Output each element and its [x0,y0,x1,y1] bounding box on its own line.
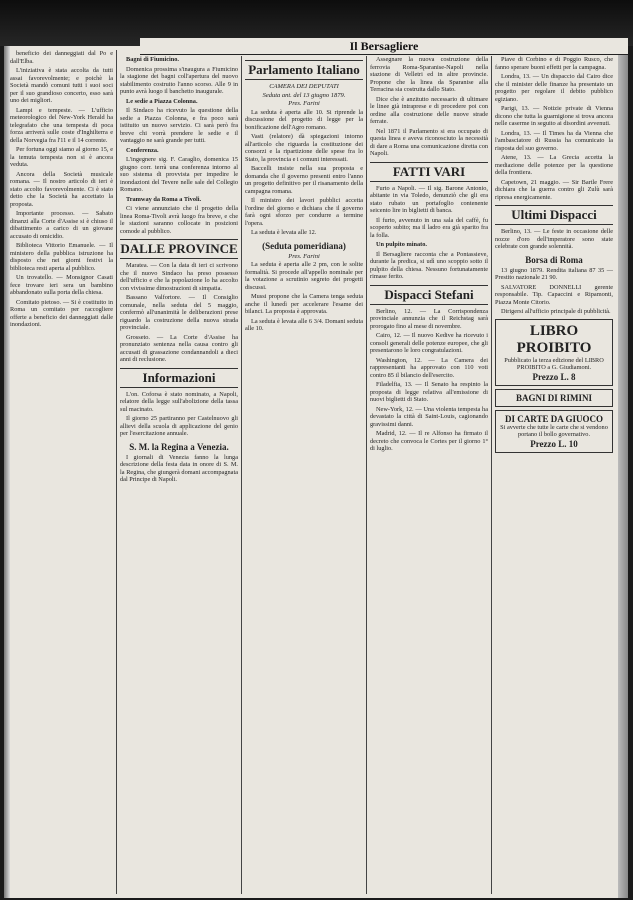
col1-text: Importante processo. — Sabato dinanzi alla Corte d'Assise si è chiuso il dibattimento a carico di un giovane accusato di omicidio. [10,210,113,240]
article-text: Londra, 13. — Il Times ha da Vienna che l'ambasciatore di Russia ha comunicato la risposta del suo governo. [495,129,613,152]
article-text: Ci viene annunziato che il progetto della linea Roma-Tivoli avrà luogo fra breve, e che le stazioni saranno collocate in posizioni comode al pubblico. [120,205,238,235]
column-5 [495,56,613,894]
article-text: L'ingegnere sig. F. Caraglio, domenica 15 giugno corr. terrà una conferenza intorno al suo sistema di provvista per impedire le inondazioni del Tevere nelle sale del Collegio Romano. [120,156,238,193]
article-text: Il furto, avvenuto in una sala del caffè, fu scoperto subito; ma il ladro era già sparito fra la folla. [370,216,488,239]
col1-text: Lampi e tempeste. — L'ufficio meteorologico del New-York Herald ha telegrafato che una tempesta di poca forza arriverà sulle coste d'Inghilterra e della Norvegia fra l'11 e il 14 corrente. [10,106,113,144]
col1-text: Un trovatello. — Monsignor Casati fece trovare ieri sera un bambino abbandonato sulla porta della chiesa. [10,274,113,296]
article-text: Il ministro dei lavori pubblici accetta l'ordine del giorno e dichiara che il governo farà ogni sforzo per condurre a termine l'opera. [245,197,363,227]
article-text: 13 giugno 1879. Rendita italiana 87 35 — Prestito nazionale 21 90. [495,266,613,281]
article-text: Berlino, 13. — Le feste in occasione delle nozze d'oro dell'imperatore sono state celebrate con grande solennità. [495,228,613,250]
article-text: I giornali di Venezia fanno la lunga descrizione della festa data in onore di S. M. la Regina, che giungerà domani accompagnata dal Principe di Napoli. [120,453,238,483]
article-text: Baccelli insiste nella sua proposta e domanda che il governo presenti entro l'anno un progetto definitivo per il risanamento della campagna romana. [245,165,363,195]
article-text: Filadelfia, 13. — Il Senato ha respinto la proposta di legge relativa all'emissione di nuovi biglietti di Stato. [370,381,488,403]
col1-text: Per fortuna oggi siamo al giorno 15, e la temuta tempesta non si è ancora veduta. [10,146,113,168]
article-text: New-York, 12. — Una violenta tempesta ha devastato la città di Saint-Louis, cagionando gravissimi danni. [370,405,488,428]
section-heading-fatti-vari: FATTI VARI [370,162,488,182]
article-text: Domenica prossima s'inaugura a Fiumicino la stagione dei bagni coll'apertura del nuovo stabilimento costruito l'anno scorso. Alle 9 in punto avrà luogo il banchetto inaugurale. [120,65,238,95]
subheading: Pres. Farini [288,252,320,260]
ad-text: Si avverte che tutte le carte che si vendono portano il bollo governativo. [500,423,608,438]
column-rule [491,56,492,894]
article-text: Piave di Corbino e di Poggio Rusco, che fanno sperare buoni effetti per la campagna. [495,56,613,71]
section-heading-ultimi-dispacci: Ultimi Dispacci [495,205,613,225]
ad-title: PROIBITO [516,339,592,356]
section-heading-parlamento: Parlamento Italiano [245,60,363,80]
article-text: Washington, 12. — La Camera dei rappresentanti ha approvato con 110 voti contro 85 il bilancio dell'esercito. [370,356,488,379]
article-text: Furto a Napoli. — Il sig. Barone Antonio, abitante in via Toledo, denunziò che gli era stato rubato un portafoglio contenente seicento lire in biglietti di banca. [370,184,488,214]
ad-carte-giuoco [495,410,613,453]
page-right-edge [618,46,628,898]
ad-title: DI CARTE DA GIUOCO [505,413,603,424]
column-1 [10,50,113,894]
subheading: Seduta ant. del 13 giugno 1879. [262,91,346,99]
ad-title: BAGNI DI RIMINI [515,392,592,403]
article-text: Maratea. — Con la data di ieri ci scrivono che il nuovo Sindaco ha preso possesso dell'ufficio e che la popolazione lo ha accolto con vivissime dimostrazioni di simpatia. [120,262,238,292]
ad-text: Pubblicato la terza edizione del LIBRO PROIBITO a G. Giudiamoni. [504,356,604,371]
ad-bagni-rimini [495,389,613,407]
section-heading-dispacci-stefani: Dispacci Stefani [370,285,488,305]
article-text: Mussi propone che la Camera tenga seduta anche il lunedì per accelerare l'esame dei bilanci. La proposta è approvata. [245,293,363,315]
col1-text: beneficio dei danneggiati dal Po e dall'Elba. [10,50,113,65]
column-rule [366,56,367,894]
col1-text: Biblioteca Vittorio Emanuele. — Il ministero della pubblica istruzione ha disposto che nei giorni festivi la biblioteca resti aperta al pubblico. [10,242,113,272]
gerente-line: SALVATORE DONNELLI gerente responsabile. Tip. Capaccini e Ripamonti, Piazza Monte Citorio. [495,283,613,306]
column-4 [370,56,488,894]
article-text: Capetown, 21 maggio. — Sir Bartle Frere dichiara che la guerra contro gli Zulù sarà ripresa energicamente. [495,178,613,201]
article-heading: Conferenza. [126,146,159,154]
subheading: Pres. Farini [288,100,320,107]
column-3 [245,56,363,894]
article-text: Assegnare la nuova costruzione della ferrovia Roma-Sparanise-Napoli nella stazione di Velletri ed in altre provincie. Propone che la linea da Sparanise alla Terracina sia costruita dallo Stato. [370,56,488,93]
section-heading-informazioni: Informazioni [120,368,238,388]
article-text: Nel 1871 il Parlamento si era occupato di questa linea e aveva riconosciuto la necessità di dare a Roma una comunicazione diretta con Napoli. [370,127,488,157]
article-text: Berlino, 12. — La Corrispondenza provinciale annunzia che il Reichstag sarà prorogato fino al mese di novembre. [370,307,488,330]
ad-price: Prezzo L. 10 [530,438,578,449]
article-heading: S. M. la Regina a Venezia. [129,441,229,452]
masthead-title: Il Bersagliere [140,38,628,55]
article-text: Vasti (relatore) dà spiegazioni intorno all'articolo che riguarda la costituzione dei consorzi e la ripartizione delle spese fra lo Stato, la provincia e i comuni interessati. [245,133,363,163]
article-text: Grosseto. — La Corte d'Assise ha pronunziato sentenza nella causa contro gli accusati di grassazione condannandoli a dieci anni di reclusione. [120,333,238,363]
article-text: La seduta è levata alle 12. [251,229,317,236]
article-text: Il Bersagliere racconta che a Pontassieve, durante la predica, si udì uno scoppio sotto il pulpito della chiesa. Nessuno fortunatamente rimase ferito. [370,250,488,280]
ad-text: Dirigersi all'ufficio principale di pubblicità. [501,308,611,315]
section-heading-province: DALLE PROVINCE [120,239,238,259]
article-heading: Le sedie a Piazza Colonna. [126,97,198,105]
article-text: La seduta è aperta alle 10. Si riprende la discussione del progetto di legge per la bonificazione dell'Agro romano. [245,108,363,131]
article-text: Il Sindaco ha ricevuto la questione della sedie a Piazza Colonna, e fra poco sarà istituito un nuovo servizio. Ci sarà però fra breve chi vorrà prendere le sedie e il vantaggio ne sarà grande per tutti. [120,107,238,144]
article-heading: Un pulpito minato. [376,241,427,248]
ad-libro-proibito [495,319,613,386]
article-text: Bassano Valfortore. — Il Consiglio comunale, nella seduta del 5 maggio, confermò all'unanimità le deliberazioni prese riguardo la costruzione della nuova strada provinciale. [120,294,238,331]
article-text: Madrid, 12. — Il re Alfonso ha firmato il decreto che convoca le Cortes per il giorno 1° di luglio. [370,430,488,452]
column-rule [116,50,117,894]
col1-text: Ancora della Società musicale romana. — Il nostro articolo di ieri è stato accolto favorevolmente. Ci è stato detto che la Società ha accettato la proposta. [10,170,113,208]
article-heading: Borsa di Roma [525,254,583,265]
ad-title: LIBRO [529,322,579,339]
article-text: L'on. Coforsa è stato nominato, a Napoli, relatore della legge sull'abolizione della tassa sul macinato. [120,390,238,413]
article-text: La seduta è aperta alle 2 pm, con le solite formalità. Si procede all'appello nominale per la votazione a scrutinio segreto dei progetti discussi. [245,261,363,291]
article-text: Atene, 13. — La Grecia accetta la mediazione delle potenze per la questione della frontiera. [495,154,613,176]
subheading: CAMERA DEI DEPUTATI [269,83,339,90]
article-heading: Tramway da Roma a Tivoli. [126,195,202,203]
article-text: Il giorno 25 partiranno per Castelnuovo gli allievi della scuola di applicazione del genio per l'esercitazione annuale. [120,415,238,437]
article-text: La seduta è levata alle 6 3/4. Domani seduta alle 10. [245,317,363,332]
article-heading: (Seduta pomeridiana) [262,240,346,251]
col1-text: L'iniziativa è stata accolta da tutti assai favorevolmente; e poichè la Società mandò comuni tutti i suoi soci per il suo grandioso concerto, esso sarà uno dei migliori. [10,67,113,104]
column-2 [120,56,238,894]
article-text: Londra, 13. — Un dispaccio dal Cairo dice che il minister delle finanze ha presentato un progetto per regolare il debito pubblico egiziano. [495,73,613,103]
article-text: Cairo, 12. — Il nuovo Kedive ha ricevuto i consoli generali delle potenze europee, che gli presentarono le loro congratulazioni. [370,332,488,354]
article-heading: Bagni di Fiumicino. [126,56,180,63]
column-rule [241,56,242,894]
col1-text: Comitato pietoso. — Si è costituito in Roma un comitato per raccogliere offerte a beneficio dei danneggiati dalle inondazioni. [10,298,113,328]
ad-price: Prezzo L. 8 [532,371,576,382]
article-text: Parigi, 13. — Notizie private di Vienna dicono che tutta la guarnigione si trova ancora nelle caserme in seguito ai disordini avvenuti. [495,105,613,127]
article-text: Dice che è anzitutto necessario di ultimare le linee già intraprese e di procedere poi con ordine alla costruzione delle nuove strade ferrate. [370,95,488,125]
